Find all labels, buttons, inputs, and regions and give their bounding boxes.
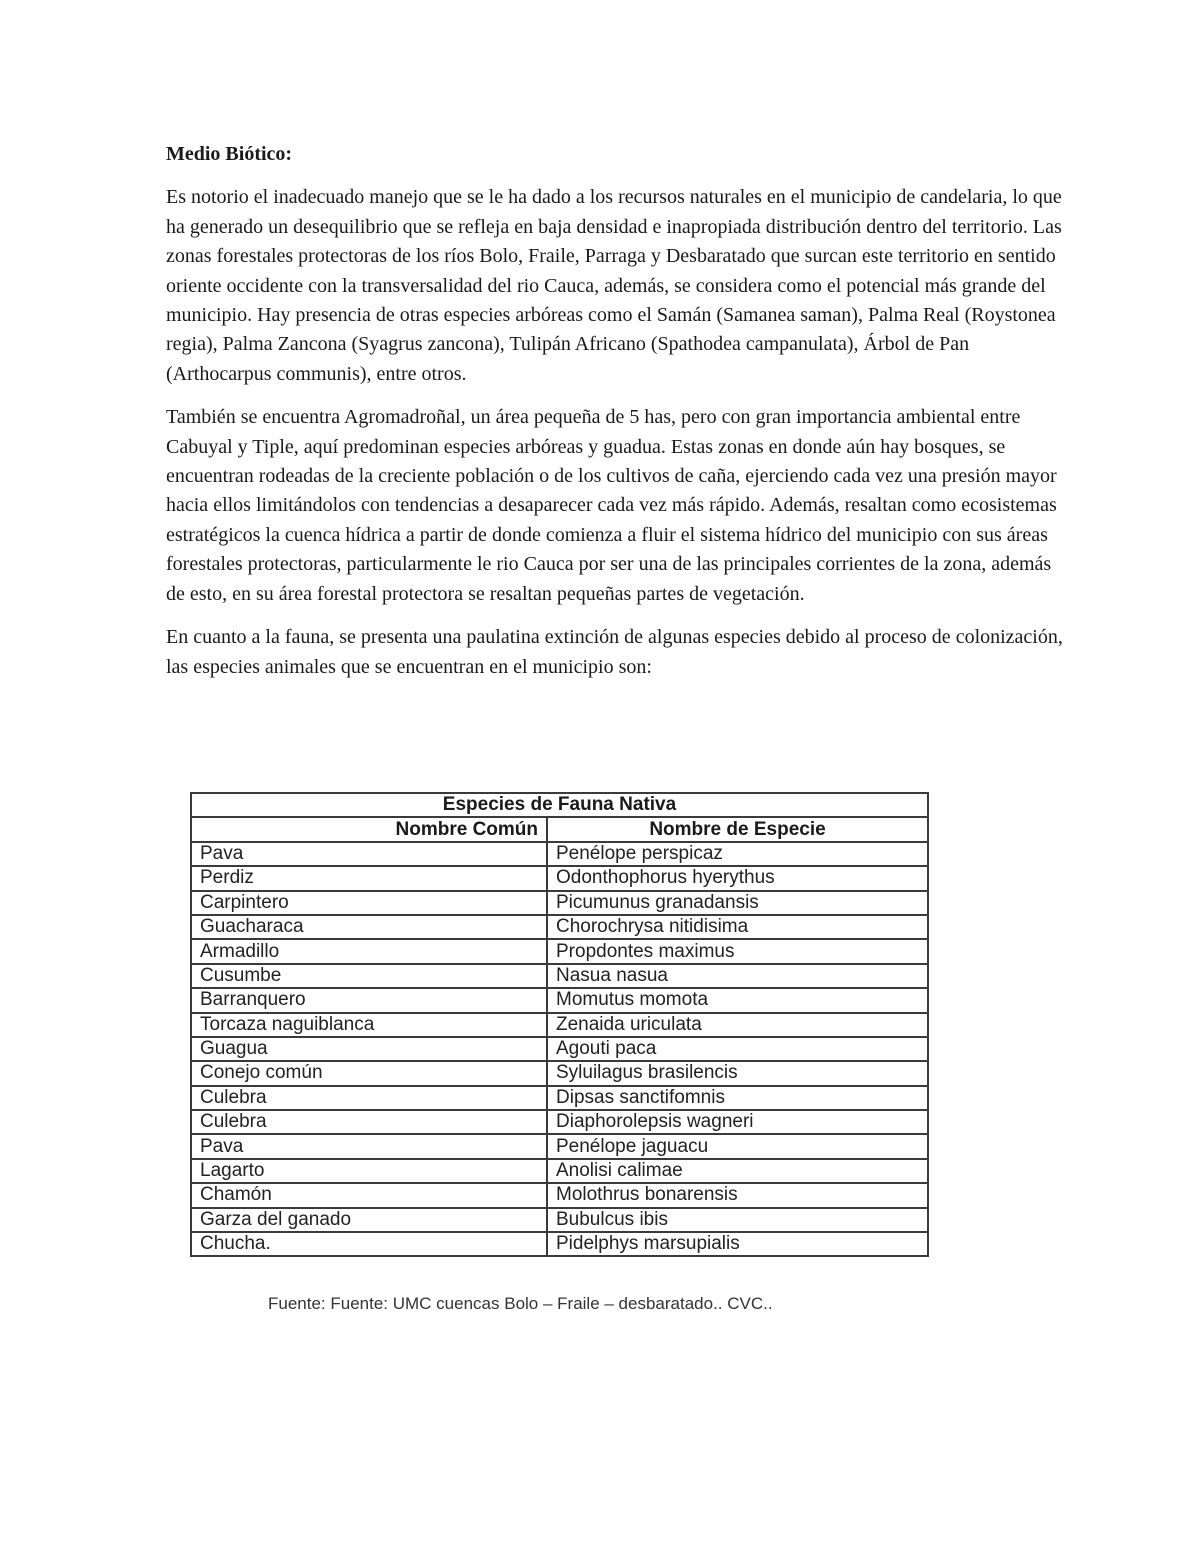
table-row [191, 988, 928, 1012]
table-row [191, 939, 928, 963]
species-name-cell: Momutus momota [547, 988, 928, 1012]
document-body [166, 140, 1066, 696]
common-name-cell: Cusumbe [191, 964, 547, 988]
common-name-cell: Perdiz [191, 866, 547, 890]
fauna-table [190, 792, 929, 1257]
column-header-common-name: Nombre Común [191, 817, 547, 841]
species-name-cell: Nasua nasua [547, 964, 928, 988]
common-name-cell: Guagua [191, 1037, 547, 1061]
table-row [191, 1061, 928, 1085]
table-row [191, 915, 928, 939]
common-name-cell: Culebra [191, 1086, 547, 1110]
table-row [191, 1159, 928, 1183]
column-header-species-name: Nombre de Especie [547, 817, 928, 841]
table-row [191, 1086, 928, 1110]
common-name-cell: Barranquero [191, 988, 547, 1012]
common-name-cell: Garza del ganado [191, 1208, 547, 1232]
table-row [191, 1110, 928, 1134]
common-name-cell: Torcaza naguiblanca [191, 1013, 547, 1037]
species-name-cell: Propdontes maximus [547, 939, 928, 963]
species-name-cell: Odonthophorus hyerythus [547, 866, 928, 890]
species-name-cell: Picumunus granadansis [547, 891, 928, 915]
paragraph-resources: Es notorio el inadecuado manejo que se le ha dado a los recursos naturales en el municipio de candelaria, lo que ha generado un desequilibrio que se refleja en baja densidad e inapropiada distribución dentro del territorio. Las zonas forestales protectoras de los ríos Bolo, Fraile, Parraga y Desbaratado que surcan este territorio en sentido oriente occidente con la transversalidad del rio Cauca, además, se considera como el potencial más grande del municipio. Hay presencia de otras especies arbóreas como el Samán (Samanea saman), Palma Real (Roystonea regia), Palma Zancona (Syagrus zancona), Tulipán Africano (Spathodea campanulata), Árbol de Pan (Arthocarpus communis), entre otros. [166, 186, 1062, 385]
paragraph-fauna-intro: En cuanto a la fauna, se presenta una paulatina extinción de algunas especies debido al proceso de colonización, las especies animales que se encuentran en el municipio son: [166, 626, 1063, 678]
table-row [191, 1232, 928, 1256]
common-name-cell: Lagarto [191, 1159, 547, 1183]
species-name-cell: Diaphorolepsis wagneri [547, 1110, 928, 1134]
common-name-cell: Armadillo [191, 939, 547, 963]
table-header-row [191, 817, 928, 841]
species-name-cell: Agouti paca [547, 1037, 928, 1061]
table-source-caption: Fuente: Fuente: UMC cuencas Bolo – Fraile – desbaratado.. CVC.. [268, 1294, 773, 1313]
species-name-cell: Pidelphys marsupialis [547, 1232, 928, 1256]
common-name-cell: Culebra [191, 1110, 547, 1134]
species-name-cell: Chorochrysa nitidisima [547, 915, 928, 939]
table-row [191, 1134, 928, 1158]
table-row [191, 964, 928, 988]
species-name-cell: Zenaida uriculata [547, 1013, 928, 1037]
common-name-cell: Conejo común [191, 1061, 547, 1085]
table-row [191, 1183, 928, 1207]
common-name-cell: Pava [191, 842, 547, 866]
table-title-row [191, 793, 928, 817]
section-heading: Medio Biótico: [166, 143, 293, 165]
species-name-cell: Molothrus bonarensis [547, 1183, 928, 1207]
table-title: Especies de Fauna Nativa [191, 793, 928, 817]
fauna-table-container [190, 792, 929, 1257]
table-row [191, 1013, 928, 1037]
common-name-cell: Guacharaca [191, 915, 547, 939]
table-row [191, 1037, 928, 1061]
species-name-cell: Penélope jaguacu [547, 1134, 928, 1158]
table-row [191, 866, 928, 890]
table-row [191, 891, 928, 915]
common-name-cell: Chucha. [191, 1232, 547, 1256]
species-name-cell: Bubulcus ibis [547, 1208, 928, 1232]
species-name-cell: Syluilagus brasilencis [547, 1061, 928, 1085]
species-name-cell: Anolisi calimae [547, 1159, 928, 1183]
paragraph-agromadronal: También se encuentra Agromadroñal, un área pequeña de 5 has, pero con gran importancia ambiental entre Cabuyal y Tiple, aquí predominan especies arbóreas y guadua. Estas zonas en donde aún hay bosques, se encuentran rodeadas de la creciente población o de los cultivos de caña, ejerciendo cada vez una presión mayor hacia ellos limitándolos con tendencias a desaparecer cada vez más rápido. Además, resaltan como ecosistemas estratégicos la cuenca hídrica a partir de donde comienza a fluir el sistema hídrico del municipio con sus áreas forestales protectoras, particularmente le rio Cauca por ser una de las principales corrientes de la zona, además de esto, en su área forestal protectora se resaltan pequeñas partes de vegetación. [166, 406, 1057, 605]
species-name-cell: Penélope perspicaz [547, 842, 928, 866]
common-name-cell: Pava [191, 1134, 547, 1158]
table-body [191, 842, 928, 1257]
table-row [191, 1208, 928, 1232]
common-name-cell: Chamón [191, 1183, 547, 1207]
species-name-cell: Dipsas sanctifomnis [547, 1086, 928, 1110]
common-name-cell: Carpintero [191, 891, 547, 915]
table-row [191, 842, 928, 866]
